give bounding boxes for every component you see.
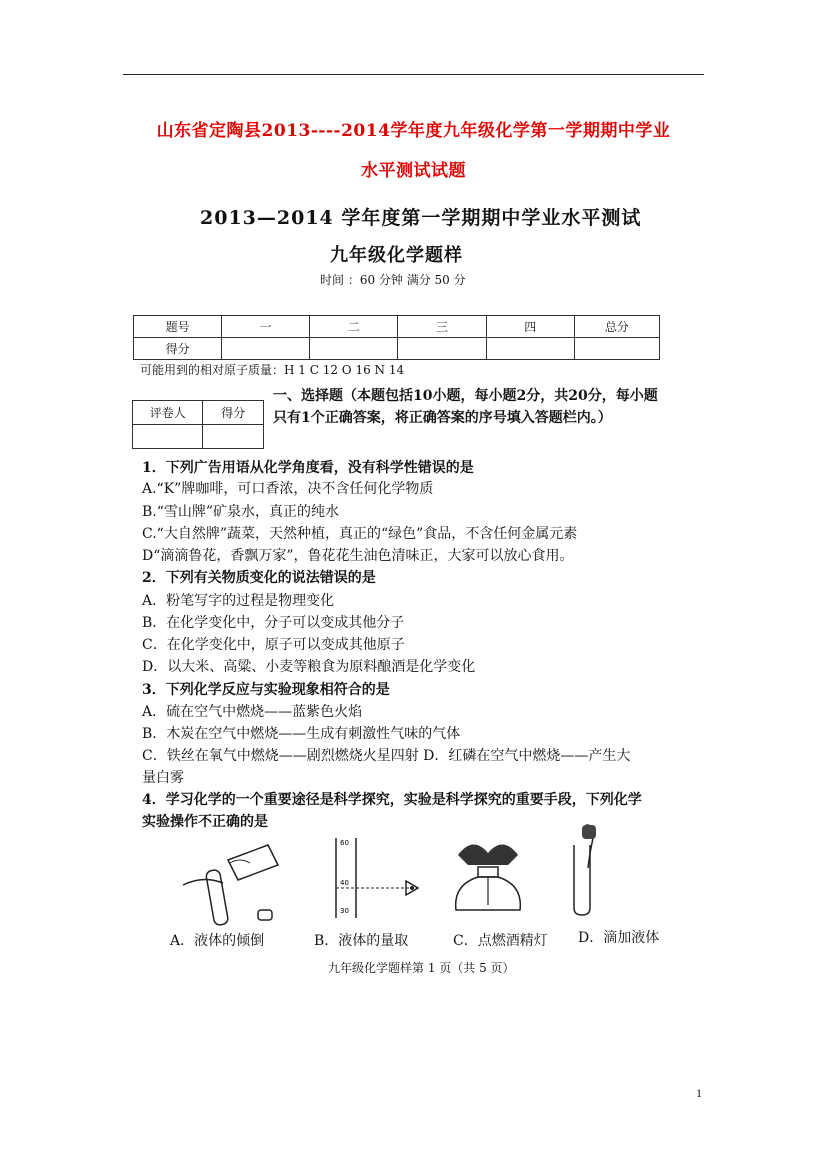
score-cell: 总分 [574,316,659,338]
question-2-option: A．粉笔写字的过程是物理变化 [142,593,335,609]
score-cell: 题号 [134,316,222,338]
exam-subtitle: 九年级化学题样 [330,245,463,266]
figure-caption-b: B．液体的量取 [314,933,409,949]
score-cell: 一 [222,316,310,338]
question-2-stem: 2．下列有关物质变化的说法错误的是 [142,570,376,586]
page-number: 1 [696,1086,702,1100]
grader-table [132,400,264,449]
grader-score-label: 得分 [203,401,264,425]
figure-caption-c: C．点燃酒精灯 [453,933,548,949]
score-cell [310,338,398,360]
cylinder-tick-label: 30 [340,907,349,915]
pouring-liquid-figure [178,835,288,935]
atomic-mass-line: 可能用到的相对原子质量：H 1 C 12 O 16 N 14 [140,363,405,377]
question-3-option: 量白雾 [142,770,184,786]
question-4-stem: 实验操作不正确的是 [142,814,268,830]
question-2-option: D．以大米、高粱、小麦等粮食为原料酿酒是化学变化 [142,659,476,675]
score-cell: 三 [398,316,486,338]
score-table-score-row [134,338,660,360]
question-1-stem: 1．下列广告用语从化学角度看，没有科学性错误的是 [142,460,474,476]
section1-instruction-line2: 只有1个正确答案，将正确答案的序号填入答题栏内。） [273,410,612,426]
document-title-line2: 水平测试试题 [361,161,466,181]
question-3-option: A．硫在空气中燃烧——蓝紫色火焰 [142,704,363,720]
document-title-line1: 山东省定陶县2013----2014学年度九年级化学第一学期期中学业 [156,121,671,141]
score-cell: 二 [310,316,398,338]
section1-instruction-line1: 一、选择题（本题包括10小题，每小题2分，共20分，每小题 [273,388,658,404]
scanned-exam-page [118,195,708,985]
question-3-stem: 3．下列化学反应与实验现象相符合的是 [142,682,390,698]
figure-caption-d: D．滴加液体 [578,930,660,946]
question-1-option: A.“K”牌咖啡，可口香浓，决不含任何化学物质 [142,481,434,497]
score-cell: 得分 [134,338,222,360]
exam-time-info: 时间 ：60 分钟 满分 50 分 [320,273,466,287]
question-3-option: B．木炭在空气中燃烧——生成有刺激性气味的气体 [142,726,461,742]
question-2-option: C．在化学变化中，原子可以变成其他原子 [142,637,405,653]
question-2-option: B．在化学变化中，分子可以变成其他分子 [142,615,405,631]
score-table-header-row [134,316,660,338]
question-1-option: D“滴滴鲁花，香飘万家”，鲁花花生油色清味正，大家可以放心食用。 [142,548,574,564]
grader-label: 评卷人 [133,401,203,425]
question-4-stem: 4．学习化学的一个重要途径是科学探究，实验是科学探究的重要手段，下列化学 [142,792,642,808]
grader-empty-cell [203,425,264,449]
cylinder-tick-label: 60 [340,839,349,847]
score-cell [486,338,574,360]
exam-title: 2013—2014 学年度第一学期期中学业水平测试 [200,207,642,229]
question-1-option: C.“大自然牌”蔬菜，天然种植，真正的“绿色”食品，不含任何金属元素 [142,526,578,542]
exam-page-footer: 九年级化学题样第 1 页（共 5 页） [328,961,515,975]
dropper-figure [566,823,626,918]
score-cell [398,338,486,360]
question-3-option: C．铁丝在氧气中燃烧——剧烈燃烧火星四射 D．红磷在空气中燃烧——产生大 [142,748,631,764]
alcohol-lamp-figure [448,835,538,920]
figure-caption-a: A．液体的倾倒 [170,933,265,949]
grader-empty-cell [133,425,203,449]
question-1-option: B.“雪山牌”矿泉水，真正的纯水 [142,504,340,520]
score-cell [222,338,310,360]
cylinder-tick-label: 40 [340,879,349,887]
score-table [133,315,660,360]
score-cell: 四 [486,316,574,338]
measuring-cylinder-figure [328,833,428,923]
header-rule [123,74,704,75]
score-cell [574,338,659,360]
